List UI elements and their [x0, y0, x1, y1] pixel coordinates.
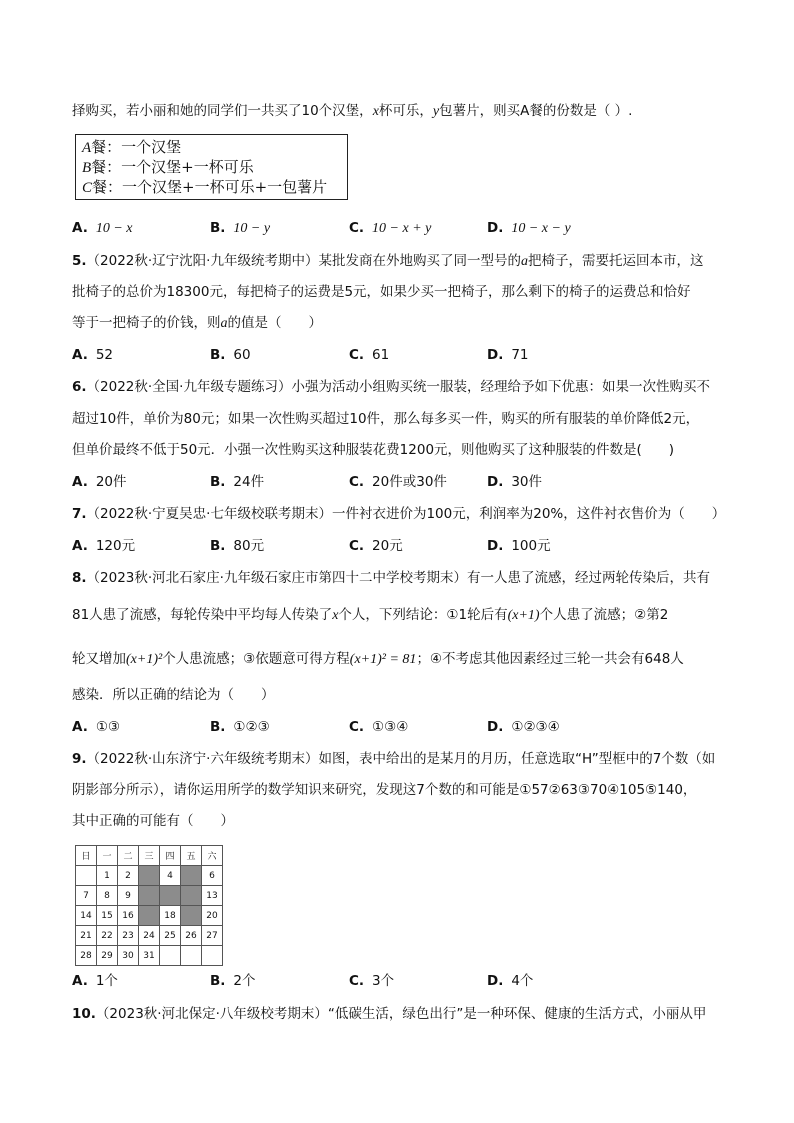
calendar-cell-shaded	[139, 906, 160, 926]
option-text: 61	[372, 347, 390, 363]
q8-option-b[interactable]	[210, 718, 270, 736]
menu-text: 餐：一个汉堡	[91, 138, 182, 156]
option-text: 2个	[233, 973, 256, 989]
q7-option-c[interactable]	[349, 537, 403, 555]
option-letter: C.	[349, 347, 365, 363]
q5-text: 把椅子，需要托运回本市，这	[527, 253, 704, 269]
calendar-cell	[76, 866, 97, 886]
option-letter: B.	[210, 220, 226, 236]
menu-item-a	[82, 138, 341, 158]
q5-option-a[interactable]	[72, 346, 113, 364]
calendar-cell-shaded	[181, 906, 202, 926]
q8-option-c[interactable]	[349, 718, 408, 736]
option-text: ①③④	[372, 719, 409, 735]
question-number: 7.	[72, 506, 87, 522]
calendar-cell: 2	[118, 866, 139, 886]
calendar-weekday-header: 四	[160, 846, 181, 866]
q7-option-b[interactable]	[210, 537, 264, 555]
calendar-week-row	[76, 926, 223, 946]
q8-line-1	[72, 569, 710, 587]
q5-option-b[interactable]	[210, 346, 251, 364]
calendar-weekday-header: 日	[76, 846, 97, 866]
menu-letter: B	[82, 160, 92, 176]
option-letter: D.	[487, 347, 504, 363]
q8-text: 81人患了流感，每轮传染中平均每人传染了	[72, 607, 333, 623]
q4-text: 杯可乐，	[378, 103, 433, 119]
option-letter: C.	[349, 538, 365, 554]
option-text: 10 − x + y	[372, 221, 432, 236]
calendar-week-row	[76, 866, 223, 886]
q9-line-1	[72, 750, 715, 768]
q8-text: ；④不考虑其他因素经过三轮一共会有648人	[416, 651, 684, 667]
q9-text: （2022秋·山东济宁·六年级统考期末）如图，表中给出的是某月的月历，任意选取“H”型框中的7个数（如	[86, 751, 716, 767]
calendar-cell: 6	[202, 866, 223, 886]
menu-letter: C	[82, 180, 93, 196]
calendar-cell: 22	[97, 926, 118, 946]
option-text: 80元	[233, 538, 265, 554]
q5-option-c[interactable]	[349, 346, 389, 364]
calendar-cell	[160, 946, 181, 966]
option-text: 71	[511, 347, 529, 363]
var-a: a	[520, 254, 528, 269]
calendar-weekday-header: 三	[139, 846, 160, 866]
q6-option-b[interactable]	[210, 473, 264, 491]
option-text: 52	[95, 347, 114, 363]
calendar-cell: 14	[76, 906, 97, 926]
q7-line-1	[72, 505, 725, 523]
calendar-table	[75, 845, 223, 966]
q5-text: 的值是（ ）	[227, 315, 322, 331]
calendar-header-row	[76, 846, 223, 866]
q10-text: （2023秋·河北保定·八年级校考期末）“低碳生活，绿色出行”是一种环保、健康的生活方式，小丽从甲	[95, 1006, 707, 1022]
q8-option-d[interactable]	[487, 718, 560, 736]
q6-option-a[interactable]	[72, 473, 127, 491]
calendar-cell: 1	[97, 866, 118, 886]
option-letter: D.	[487, 719, 504, 735]
q5-line-1	[72, 252, 703, 271]
q8-line-2	[72, 606, 668, 625]
option-text: 120元	[95, 538, 136, 554]
calendar-cell: 13	[202, 886, 223, 906]
calendar-weekday-header: 六	[202, 846, 223, 866]
calendar-cell	[202, 946, 223, 966]
q10-line-1	[72, 1005, 706, 1023]
option-text: 20件或30件	[372, 474, 447, 490]
q9-line-3: 其中正确的可能有（ ）	[72, 813, 234, 829]
q9-option-b[interactable]	[210, 972, 256, 990]
calendar-cell: 28	[76, 946, 97, 966]
option-text: 60	[233, 347, 251, 363]
q5-line-2: 批椅子的总价为18300元，每把椅子的运费是5元，如果少买一把椅子，那么剩下的椅子的运费总和恰好	[72, 284, 691, 300]
menu-letter: A	[82, 140, 92, 156]
q5-line-3	[72, 314, 322, 333]
calendar-cell: 16	[118, 906, 139, 926]
q9-option-d[interactable]	[487, 972, 533, 990]
q5-text: （2022秋·辽宁沈阳·九年级统考期中）某批发商在外地购买了同一型号的	[86, 253, 521, 269]
calendar-week-row	[76, 886, 223, 906]
calendar-week-row	[76, 946, 223, 966]
option-letter: A.	[72, 347, 88, 363]
q6-line-2: 超过10件，单价为80元；如果一次性购买超过10件，那么每多买一件，购买的所有服装的单价降低2元，	[72, 411, 700, 427]
calendar-cell-shaded	[139, 886, 160, 906]
q8-text: （2023秋·河北石家庄·九年级石家庄市第四十二中学校考期末）有一人患了流感，经过两轮传染后，共有	[86, 570, 710, 586]
calendar-cell: 26	[181, 926, 202, 946]
option-letter: C.	[349, 719, 365, 735]
option-text: 1个	[95, 973, 118, 989]
q5-option-d[interactable]	[487, 346, 529, 364]
math-expression: (x+1)² = 81	[349, 652, 417, 667]
q9-option-c[interactable]	[349, 972, 394, 990]
var-y: y	[432, 104, 440, 119]
calendar-cell-shaded	[160, 886, 181, 906]
calendar-cell: 24	[139, 926, 160, 946]
option-text: 10 − x	[95, 221, 133, 236]
option-letter: A.	[72, 474, 88, 490]
calendar-cell: 20	[202, 906, 223, 926]
option-letter: B.	[210, 538, 226, 554]
calendar-weekday-header: 二	[118, 846, 139, 866]
option-text: 20元	[372, 538, 403, 554]
q6-line-3: 但单价最终不低于50元．小强一次性购买这种服装花费1200元，则他购买了这种服装的件数是( )	[72, 442, 675, 458]
option-text: 100元	[511, 538, 551, 554]
option-letter: C.	[349, 973, 365, 989]
math-expression: (x+1)²	[126, 652, 163, 667]
option-text: 4个	[511, 973, 534, 989]
option-text: 20件	[95, 474, 127, 490]
q7-option-a[interactable]	[72, 537, 135, 555]
option-letter: D.	[487, 973, 504, 989]
q9-line-2: 阴影部分所示），请你运用所学的数学知识来研究，发现这7个数的和可能是①57②63③70④105⑤140，	[72, 782, 697, 798]
option-text: 24件	[233, 474, 265, 490]
calendar-cell: 7	[76, 886, 97, 906]
option-letter: B.	[210, 474, 226, 490]
option-letter: B.	[210, 347, 226, 363]
q9-option-a[interactable]	[72, 972, 118, 990]
option-text: 3个	[372, 973, 395, 989]
calendar-week-row	[76, 906, 223, 926]
q8-line-4: 感染．所以正确的结论为（ ）	[72, 687, 275, 703]
question-number: 8.	[72, 570, 87, 586]
calendar-cell: 8	[97, 886, 118, 906]
calendar-cell: 4	[160, 866, 181, 886]
menu-item-b	[82, 158, 341, 178]
option-text: 30件	[511, 474, 543, 490]
q4-option-a[interactable]	[72, 219, 133, 238]
calendar-cell-shaded	[139, 866, 160, 886]
q8-text: 个人患了流感；②第2	[539, 607, 669, 623]
q6-option-d[interactable]	[487, 473, 542, 491]
calendar-cell: 27	[202, 926, 223, 946]
calendar-cell: 23	[118, 926, 139, 946]
var-x: x	[332, 608, 339, 623]
q4-option-c[interactable]	[349, 219, 431, 238]
q4-text: 包薯片，则买A餐的份数是（ ）.	[439, 103, 633, 119]
calendar-cell: 9	[118, 886, 139, 906]
option-letter: A.	[72, 220, 88, 236]
option-letter: A.	[72, 538, 88, 554]
calendar-cell: 15	[97, 906, 118, 926]
meal-menu-box	[75, 134, 348, 200]
option-text: ①③	[95, 719, 121, 735]
calendar-cell-shaded	[181, 886, 202, 906]
q4-option-b[interactable]	[210, 219, 270, 238]
q8-option-a[interactable]	[72, 718, 120, 736]
calendar-cell: 30	[118, 946, 139, 966]
calendar-cell: 21	[76, 926, 97, 946]
calendar-cell: 18	[160, 906, 181, 926]
var-a: a	[220, 316, 228, 331]
option-text: 10 − y	[233, 221, 271, 236]
option-letter: D.	[487, 538, 504, 554]
calendar-cell: 25	[160, 926, 181, 946]
question-number: 5.	[72, 253, 87, 269]
calendar-cell: 29	[97, 946, 118, 966]
q8-line-3	[72, 650, 684, 669]
option-letter: B.	[210, 973, 226, 989]
calendar-cell-shaded	[181, 866, 202, 886]
q5-text: 等于一把椅子的价钱，则	[72, 315, 221, 331]
question-number: 6.	[72, 379, 87, 395]
q6-option-c[interactable]	[349, 473, 447, 491]
question-number: 9.	[72, 751, 87, 767]
calendar-cell	[181, 946, 202, 966]
calendar-weekday-header: 五	[181, 846, 202, 866]
question-number: 10.	[72, 1006, 96, 1022]
q8-text: 个人患流感；③依题意可得方程	[162, 651, 350, 667]
option-letter: A.	[72, 973, 88, 989]
option-letter: B.	[210, 719, 226, 735]
menu-text: 餐：一个汉堡+一杯可乐	[91, 158, 254, 176]
option-letter: A.	[72, 719, 88, 735]
option-letter: C.	[349, 220, 365, 236]
option-text: ①②③	[233, 719, 270, 735]
var-x: x	[372, 104, 379, 119]
q6-line-1	[72, 378, 710, 396]
calendar-cell: 31	[139, 946, 160, 966]
q8-text: 轮又增加	[72, 651, 126, 667]
option-letter: D.	[487, 474, 504, 490]
option-text: 10 − x − y	[511, 221, 571, 236]
q8-text: 个人，下列结论：①1轮后有	[338, 607, 508, 623]
q4-option-d[interactable]	[487, 219, 571, 238]
math-expression: (x+1)	[507, 608, 540, 623]
menu-item-c	[82, 178, 341, 198]
option-letter: C.	[349, 474, 365, 490]
calendar-weekday-header: 一	[97, 846, 118, 866]
q4-text: 择购买，若小丽和她的同学们一共买了10个汉堡，	[72, 103, 373, 119]
q7-option-d[interactable]	[487, 537, 551, 555]
q7-text: （2022秋·宁夏吴忠·七年级校联考期末）一件衬衣进价为100元，利润率为20%，这件衬衣售价为（ ）	[86, 506, 726, 522]
q4-stem-line	[72, 102, 632, 121]
option-letter: D.	[487, 220, 504, 236]
menu-text: 餐：一个汉堡+一杯可乐+一包薯片	[92, 178, 328, 196]
option-text: ①②③④	[511, 719, 560, 735]
q6-text: （2022秋·全国·九年级专题练习）小强为活动小组购买统一服装，经理给予如下优惠：如果一次性购买不	[86, 379, 710, 395]
